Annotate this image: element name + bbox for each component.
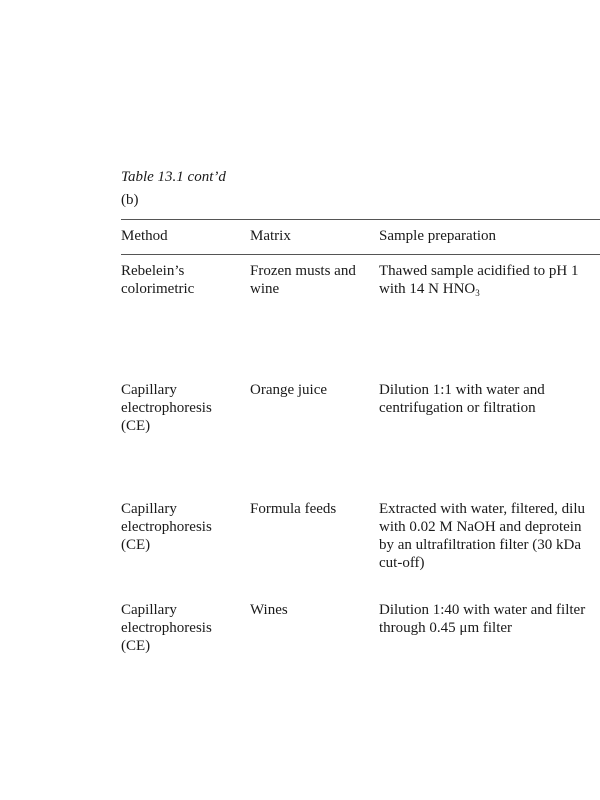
cell-line: Wines <box>250 602 288 618</box>
row-1-sample-preparation <box>379 262 579 298</box>
cell-line <box>379 280 579 298</box>
table-top-rule <box>121 219 600 220</box>
cell-line: by an ultrafiltration filter (30 kDa <box>379 537 582 553</box>
cell-line: Orange juice <box>250 382 328 398</box>
cell-line: electrophoresis <box>121 400 212 416</box>
cell-line: colorimetric <box>121 281 195 297</box>
cell-line: Capillary <box>121 382 177 398</box>
row-4-sample-preparation <box>379 601 585 637</box>
cell-line: Rebelein’s <box>121 263 185 279</box>
row-2-sample-preparation <box>379 381 545 417</box>
table-part-label: (b) <box>121 192 139 208</box>
cell-line: electrophoresis <box>121 519 212 535</box>
cell-line: Dilution 1:40 with water and filter <box>379 602 586 618</box>
cell-text: with 14 N HNO <box>379 281 476 297</box>
cell-line: (CE) <box>121 537 151 553</box>
cell-line: electrophoresis <box>121 620 212 636</box>
cell-line: Dilution 1:1 with water and <box>379 382 545 398</box>
cell-line: Capillary <box>121 501 177 517</box>
cell-line: through 0.45 μm filter <box>379 620 513 636</box>
row-3-method <box>121 500 212 554</box>
cell-line: centrifugation or filtration <box>379 400 536 416</box>
row-3-sample-preparation <box>379 500 585 572</box>
cell-line: (CE) <box>121 638 151 654</box>
table-header-rule <box>121 254 600 255</box>
cell-line: Formula feeds <box>250 501 337 517</box>
header-method: Method <box>121 228 168 244</box>
cell-line: cut-off) <box>379 555 425 571</box>
row-4-method <box>121 601 212 655</box>
header-matrix: Matrix <box>250 228 291 244</box>
cell-line: Extracted with water, filtered, dilu <box>379 501 585 517</box>
cell-line: Capillary <box>121 602 177 618</box>
row-3-matrix <box>250 500 336 518</box>
cell-line: wine <box>250 281 280 297</box>
table-caption: Table 13.1 cont’d <box>121 169 226 185</box>
row-2-method <box>121 381 212 435</box>
row-4-matrix <box>250 601 288 619</box>
header-sample-preparation: Sample preparation <box>379 228 497 244</box>
cell-line: with 0.02 M NaOH and deprotein <box>379 519 582 535</box>
subscript: 3 <box>475 288 480 298</box>
cell-line: Thawed sample acidified to pH 1 <box>379 263 579 279</box>
row-1-method <box>121 262 194 298</box>
cell-line: Frozen musts and <box>250 263 356 279</box>
cell-line: (CE) <box>121 418 151 434</box>
row-2-matrix <box>250 381 327 399</box>
row-1-matrix <box>250 262 356 298</box>
